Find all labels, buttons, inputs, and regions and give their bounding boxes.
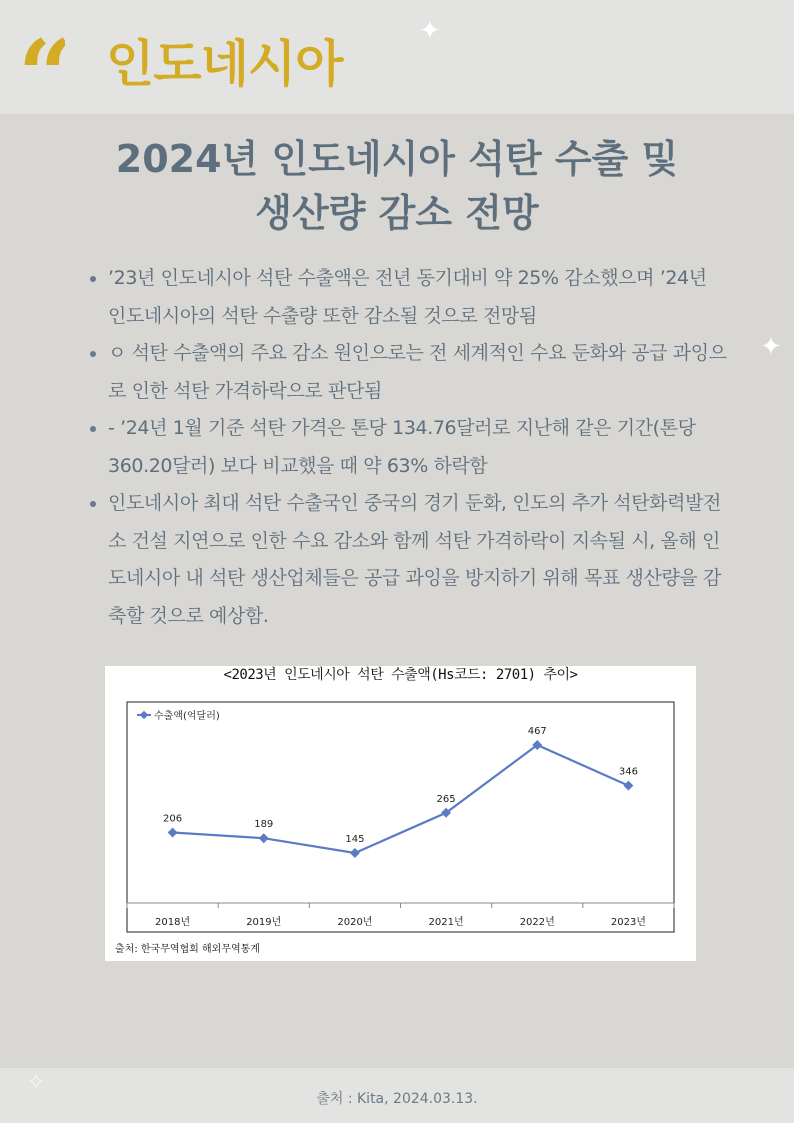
data-point — [350, 848, 360, 858]
data-point — [259, 833, 269, 843]
chart-title: <2023년 인도네시아 석탄 수출액(Hs코드: 2701) 추이> — [223, 667, 578, 683]
line-chart — [105, 666, 696, 961]
brand-title: 인도네시아 — [106, 35, 343, 93]
x-tick-label: 2022년 — [519, 917, 555, 928]
legend-label: 수출액(억달러) — [154, 711, 220, 722]
sparkle-icon: ✦ — [760, 332, 782, 362]
data-label: 145 — [345, 834, 365, 845]
chart-figure — [105, 666, 696, 961]
chart-source: 출처: 한국무역협회 해외무역통계 — [115, 944, 260, 955]
plot-frame — [127, 702, 674, 932]
page-title — [0, 132, 794, 240]
bullet-item: • - ’24년 1월 기준 석탄 가격은 톤당 134.76달러로 지난해 같은 기간(톤당 360.20달러) 보다 비교했을 때 약 63% 하락함 — [108, 410, 728, 485]
bullet-item: • ’23년 인도네시아 석탄 수출액은 전년 동기대비 약 25% 감소했으며 ’24년 인도네시아의 석탄 수출량 또한 감소될 것으로 전망됨 — [108, 260, 728, 335]
data-label: 265 — [436, 793, 456, 805]
bullet-item: • ㅇ 석탄 수출액의 주요 감소 원인으로는 전 세계적인 수요 둔화와 공급 과잉으로 인한 석탄 가격하락으로 판단됨 — [108, 335, 728, 410]
header-bar — [0, 0, 794, 114]
series-line — [173, 745, 629, 853]
page-title-line-2: 생산량 감소 전망 — [255, 191, 539, 235]
data-label: 467 — [527, 726, 547, 737]
data-label: 346 — [618, 766, 638, 778]
sparkle-icon: ✦ — [419, 16, 441, 46]
bullet-list — [80, 260, 728, 635]
x-tick-label: 2019년 — [246, 917, 282, 928]
data-label: 206 — [163, 813, 183, 825]
x-tick-label: 2023년 — [610, 917, 646, 928]
data-label: 189 — [254, 819, 274, 831]
legend-marker — [140, 711, 148, 719]
x-tick-label: 2018년 — [155, 917, 191, 928]
footer-source: 출처 : Kita, 2024.03.13. — [316, 1091, 478, 1107]
sparkle-icon: ✧ — [26, 1068, 47, 1096]
x-tick-label: 2020년 — [337, 917, 373, 928]
x-tick-label: 2021년 — [428, 917, 464, 928]
data-point — [168, 828, 178, 838]
quote-mark-icon: “ — [18, 28, 66, 88]
page-title-line-1: 2024년 인도네시아 석탄 수출 및 — [115, 137, 679, 181]
data-point — [623, 781, 633, 791]
bullet-item: • 인도네시아 최대 석탄 수출국인 중국의 경기 둔화, 인도의 추가 석탄화력발전소 건설 지연으로 인한 수요 감소와 함께 석탄 가격하락이 지속될 시, 올해 인도네시아 내 석탄 생산업체들은 공급 과잉을 방지하기 위해 목표 생산량을 감축할 것으로 예상함. — [108, 485, 728, 635]
